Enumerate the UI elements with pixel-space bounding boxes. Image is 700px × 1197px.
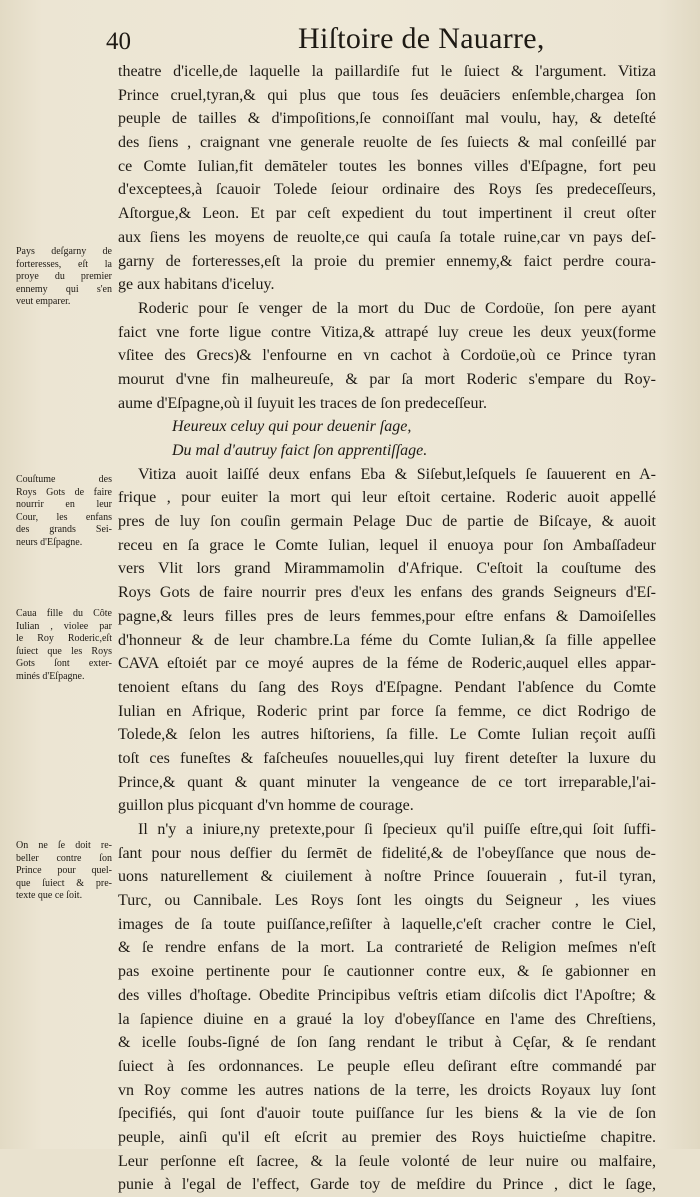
text-line: punie à l'egal de l'effect, Garde toy de meſdire du Prince , dict le ſage, xyxy=(118,1176,656,1194)
text-line: d'exceptees,à ſcauoir Tolede ſeiour ordinaire des Roys ſes predeceſſeurs, xyxy=(118,181,656,199)
quote-line: Du mal d'autruy faict ſon apprentiſſage. xyxy=(172,442,428,459)
text-line: & icelle ſoubs-ſigné de ſon ſang rendant le tribut à Cęſar, & ſe rendant xyxy=(118,1034,656,1052)
text-line: ge aux habitans d'iceluy. xyxy=(118,276,275,294)
margin-note-line: Gots ſont exter- xyxy=(16,658,112,669)
margin-note-line: forteresses, eſt la xyxy=(16,258,112,270)
text-line: vers Vlit lors grand Mirammamolin d'Afrique. C'eſtoit la couſtume des xyxy=(118,560,656,578)
text-line: pagne,& leurs filles pres de leurs femmes,pour eſtre enfans & Damoiſelles xyxy=(118,607,656,625)
text-line: ſpecifiés, qui ſont d'auoir toute puiſſance ſur les biens & la vie de ſon xyxy=(118,1105,656,1123)
text-line: ſuiect à ſes ordonnances. Le peuple eſleu deſirant eſtre commandé par xyxy=(118,1057,656,1075)
text-line: Prince,& quant & quant minuter la vengeance de ce tort irreparable,l'ai- xyxy=(118,773,656,791)
margin-note-line: Couſtume des xyxy=(16,474,112,485)
text-line: la ſapience diuine en a graué la loy d'obeyſſance en l'ame des Chreſtiens, xyxy=(118,1010,656,1028)
text-line: aume d'Eſpagne,où il ſuyuit les traces de ſon predeceſſeur. xyxy=(118,394,487,412)
margin-note-line: beller contre ſon xyxy=(16,852,112,864)
margin-note-rebellion xyxy=(16,840,112,903)
text-line: guillon plus picquant d'vn homme de courage. xyxy=(118,797,414,815)
text-line: Turc, ou Cannibale. Les Roys ſont les oingts du Seigneur , les viues xyxy=(118,892,656,910)
text-line: Leur perſonne eſt ſacree, & la ſeule volonté de leur nuire ou malfaire, xyxy=(118,1152,656,1170)
margin-note-line: ennemy qui s'en xyxy=(16,283,112,295)
margin-note-line: minés d'Eſpagne. xyxy=(16,670,85,682)
text-line: faict vne forte ligue contre Vitiza,& attrapé luy creue les deux yeux(forme xyxy=(118,323,656,341)
text-line: images de ſa toute puiſſance,reſiſter à laquelle,c'eſt cracher contre le Ciel, xyxy=(118,915,656,933)
margin-note-line: Pays deſgarny de xyxy=(16,246,112,257)
margin-note-line: texte que ce ſoit. xyxy=(16,890,83,901)
running-title: Hiſtoire de Nauarre, xyxy=(298,22,545,55)
text-line: & ſe rendre enfans de la mort. La contrarieté de Religion meſmes n'eſt xyxy=(118,939,656,957)
margin-note-caua xyxy=(16,608,112,683)
text-line: Tolede,& ſelon les autres hiſtoriens, ſa fille. Le Comte Iulian reçoit auſſi xyxy=(118,726,656,744)
margin-note-line: ſuiect que les Roys xyxy=(16,645,112,657)
margin-note-line: Roys Gots de faire xyxy=(16,486,112,498)
text-line: Prince cruel,tyran,& qui plus que tous ſes deuāciers enſemble,chargea ſon xyxy=(118,86,656,104)
main-text-block xyxy=(118,60,656,1197)
margin-note-line: On ne ſe doit re- xyxy=(16,840,112,851)
text-line: mourut d'vne fin malheureuſe, & par ſa mort Roderic s'empare du Roy- xyxy=(118,370,656,388)
text-line: Iulian en Afrique, Roderic print par force ſa femme, ce dict Rodrigo de xyxy=(118,702,656,720)
margin-note-line: des grands Sei- xyxy=(16,524,112,535)
margin-note-line: Cour, les enfans xyxy=(16,511,112,523)
text-line: Roderic pour ſe venger de la mort du Duc de Cordoüe, ſon pere ayant xyxy=(138,299,656,317)
text-line: Aſtorgue,& Leon. Et par ceſt expedient du tout impertinent il creut oſter xyxy=(118,205,656,223)
text-line: Vitiza auoit laiſſé deux enfans Eba & Siſebut,leſquels ſe ſauuerent en A- xyxy=(138,465,656,483)
text-line: ce Comte Iulian,fit demāteler toutes les bonnes villes d'Eſpagne, fort peu xyxy=(118,157,656,175)
margin-note-line: proye du premier xyxy=(16,271,112,282)
text-line: aux ſiens les moyens de reuolte,ce qui cauſa ſa totale ruine,car vn pays deſ- xyxy=(118,228,656,246)
text-line: des villes d'hoſtage. Obedite Principibus veſtris etiam diſcolis dict l'Apoſtre; & xyxy=(118,986,656,1004)
margin-note-line: nourrir en leur xyxy=(16,499,112,510)
text-line: pres de luy ſon couſin germain Pelage Duc de partie de Biſcaye, & auoit xyxy=(118,513,656,531)
page-number: 40 xyxy=(106,28,131,55)
quote-line: Heureux celuy qui pour deuenir ſage, xyxy=(172,418,412,436)
text-line: vſitee des Grecs)& l'enfourne en vn cachot à Cordoüe,où ce Prince tyran xyxy=(118,347,656,365)
text-line: receu en ſa grace le Comte Iulian, lequel il enuoya pour ſon Ambaſſadeur xyxy=(118,536,656,554)
text-line: tenoient eſtans du ſang des Roys d'Eſpagne. Pendant l'abſence du Comte xyxy=(118,678,656,696)
text-line: peuple, ainſi qu'il eſt eſcrit au premier des Roys huictieſme chapitre. xyxy=(118,1128,656,1146)
text-line: frique , pour euiter la mort qui leur eſtoit certaine. Roderic auoit appellé xyxy=(118,489,656,507)
margin-note-line: Caua fille du Côte xyxy=(16,608,112,619)
margin-note-line: Iulian , violee par xyxy=(16,620,112,632)
page-header xyxy=(0,18,700,58)
text-line: d'honneur & de leur chambre.La féme du Comte Iulian,& ſa fille appellee xyxy=(118,631,656,649)
text-line: toſt ces funeſtes & faſcheuſes nouuelles,qui luy firent deteſter la luxure du xyxy=(118,749,656,767)
text-line: Il n'y a iniure,ny pretexte,pour ſi ſpecieux qu'il puiſſe eſtre,qui ſoit ſuffi- xyxy=(138,821,656,838)
margin-note-line: Prince pour quel- xyxy=(16,865,112,876)
margin-note-gothic-custom xyxy=(16,474,112,549)
text-line: uons naturellement & ciuilement à noſtre Prince ſouuerain , fut-il tyran, xyxy=(118,868,656,886)
text-line: theatre d'icelle,de laquelle la paillardiſe fut le ſuiect & l'argument. Vitiza xyxy=(118,63,656,80)
text-line: CAVA eſtoiét par ce moyé aupres de la féme de Roderic,auquel elles appar- xyxy=(118,655,656,673)
text-line: ſant pour nous deſfier du ſermēt de fidelité,& de l'obeyſſance que nous de- xyxy=(118,844,656,862)
text-line: garny de forteresses,eſt la proie du premier ennemy,& faict perdre coura- xyxy=(118,252,656,270)
margin-note-line: que ſuiect & pre- xyxy=(16,877,112,889)
margin-note-garrisons xyxy=(16,246,112,309)
text-line: vn Roy comme les autres nations de la terre, les droicts Royaux luy ſont xyxy=(118,1081,656,1099)
text-line: pas exoine pertinente pour ſe cautionner contre eux, & ſe gabionner en xyxy=(118,963,656,981)
text-line: des ſiens , craignant vne generale reuolte de ſes ſuiects & mal conſeillé par xyxy=(118,134,656,152)
margin-note-line: le Roy Roderic,eſt xyxy=(16,633,112,644)
margin-note-line: neurs d'Eſpagne. xyxy=(16,536,83,548)
text-line: Roys Gots de faire nourrir pres d'eux les enfans des grands Seigneurs d'Eſ- xyxy=(118,584,656,602)
text-line: peuple de tailles & d'impoſitions,ſe connoiſſant mal voulu, hay, & deteſté xyxy=(118,110,656,128)
margin-note-line: veut emparer. xyxy=(16,296,71,307)
